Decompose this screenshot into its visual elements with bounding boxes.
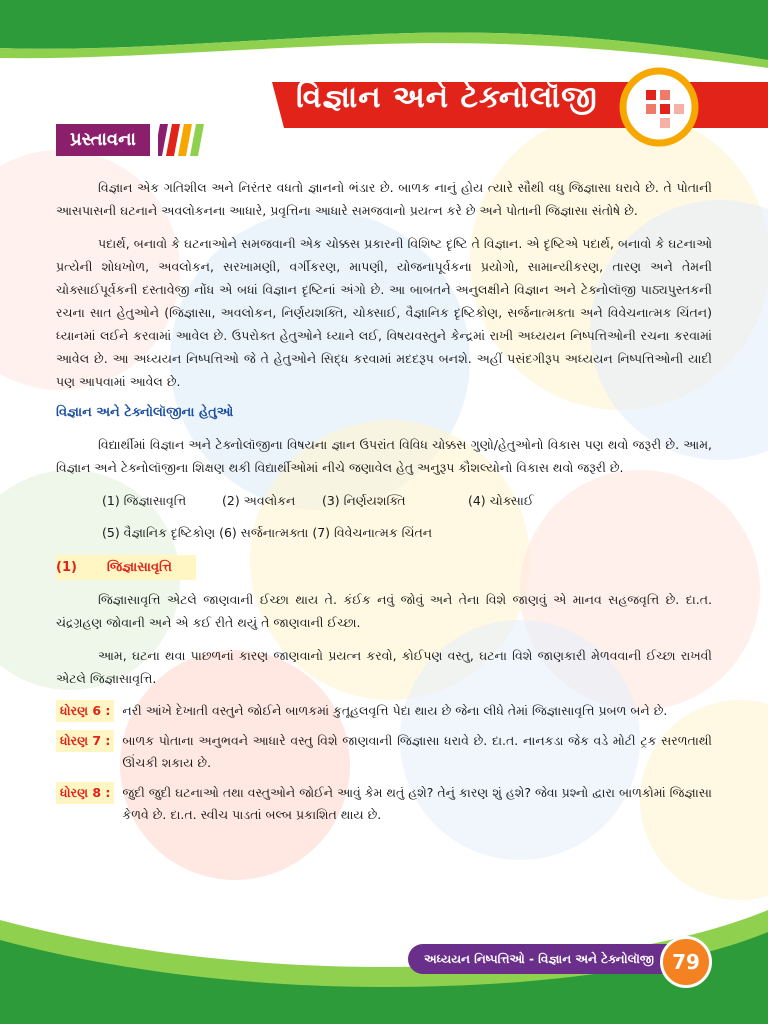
intro-paragraph: વિજ્ઞાન એક ગતિશીલ અને નિરંતર વધતો જ્ઞાનનો ભંડાર છે. બાળક નાનું હોય ત્યારે સૌથી વધુ જિજ્ઞાસા ધરાવે છે. તે પોતાની આસપાસની ઘટનાને અવલોકનના આધારે, પ્રવૃત્તિના આધારે સમજવાનો પ્રયત્ન કરે છે અને પોતાની જિજ્ઞાસા સંતોષે છે. [56, 180, 712, 218]
footer-label: અધ્યયન નિષ્પત્તિઓ - વિજ્ઞાન અને ટેક્નોલૉજી [408, 944, 670, 974]
objective-item: (1) જિજ્ઞાસાવૃત્તિ [102, 493, 187, 508]
section-tag-introduction: પ્રસ્તાવના [56, 124, 150, 156]
grade-row [56, 730, 712, 774]
section-1-paragraph: આમ, ઘટના થવા પાછળનાં કારણ જાણવાનો પ્રયત્ન કરવો, કોઈપણ વસ્તુ, ઘટના વિશે જાણકારી મેળવવાની ઈચ્છા રાખવી એટલે જિજ્ઞાસાવૃત્તિ. [56, 648, 712, 686]
main-content [56, 176, 712, 834]
objectives-heading: વિજ્ઞાન અને ટેક્નોલૉજીના હેતુઓ [56, 405, 234, 420]
grade-label: ધોરણ 6 : [56, 700, 114, 722]
grade-row [56, 782, 712, 826]
section-1-paragraph: જિજ્ઞાસાવૃત્તિ એટલે જાણવાની ઈચ્છા થાય તે. કંઈક નવું જોવું અને તેના વિશે જાણવું એ માનવ સહજવૃત્તિ છે. દા.ત. ચંદ્રગ્રહણ જોવાની અને એ કઈ રીતે થયું તે જાણવાની ઈચ્છા. [56, 592, 712, 630]
intro-paragraph: પદાર્થ, બનાવો કે ઘટનાઓને સમજવાની એક ચોક્કસ પ્રકારની વિશિષ્ટ દૃષ્ટિ તે વિજ્ઞાન. એ દૃષ્ટિએ પદાર્થ, બનાવો કે ઘટનાઓ પ્રત્યેની શોધખોળ, અવલોકન, સરખામણી, વર્ગીકરણ, માપણી, યોજનાપૂર્વકના પ્રયોગો, સામાન્યીકરણ, તારણ અને તેમની ચોક્સાઈપૂર્વકની દસ્તાવેજી નોંધ એ બધાં વિજ્ઞાન દૃષ્ટિનાં અંગો છે. આ બાબતને અનુલક્ષીને વિજ્ઞાન અને ટેક્નોલૉજી પાઠ્યપુસ્તકની રચના સાત હેતુઓને (જિજ્ઞાસા, અવલોકન, નિર્ણયશક્તિ, ચોક્સાઈ, વૈજ્ઞાનિક દૃષ્ટિકોણ, સર્જનાત્મક્તા અને વિવેચનાત્મક ચિંતન) ધ્યાનમાં લઈને કરવામાં આવેલ છે. ઉપરોક્ત હેતુઓને ધ્યાને લઈ, વિષયવસ્તુને કેન્દ્રમાં રાખી અધ્યયન નિષ્પત્તિઓની રચના કરવામાં આવેલ છે. આ અધ્યયન નિષ્પત્તિઓ જે તે હેતુઓને સિદ્ધ કરવામાં મદદરૂપ બનશે. અહીં પસંદગીરૂપ અધ્યયન નિષ્પત્તિઓની યાદી પણ આપવામાં આવેલ છે. [56, 236, 712, 389]
page-number: 79 [660, 936, 712, 988]
grade-label: ધોરણ 7 : [56, 730, 114, 752]
objective-item: (2) અવલોકન [221, 493, 296, 508]
section-1-heading [56, 555, 196, 580]
section-1-number: (1) [56, 560, 77, 575]
objectives-paragraph: વિદ્યાર્થીમાં વિજ્ઞાન અને ટેક્નોલૉજીના વિષયના જ્ઞાન ઉપરાંત વિવિધ ચોક્કસ ગુણો/હેતુઓનો વિકાસ પણ થવો જરૂરી છે. આમ, વિજ્ઞાન અને ટેક્નોલૉજીના શિક્ષણ થકી વિદ્યાર્થીઓમાં નીચે જણાવેલ હેતુ અનુરૂપ કૌશલ્યોનો વિકાસ થવો જરૂરી છે. [56, 437, 712, 475]
objective-item: (3) નિર્ણયશક્તિ [321, 493, 406, 508]
grade-text: બાળક પોતાના અનુભવને આધારે વસ્તુ વિશે જાણવાની જિજ્ઞાસા ધરાવે છે. દા.ત. નાનકડા જેક વડે મોટી ટ્રક સરળતાથી ઊંચકી શકાય છે. [122, 733, 712, 770]
title-logo-icon [618, 66, 700, 148]
objectives-list-row-1 [102, 489, 712, 513]
objective-item: (4) ચોક્સાઈ [467, 493, 534, 508]
grade-row [56, 700, 712, 722]
stripes-icon [158, 124, 208, 156]
page-title: વિજ્ઞાન અને ટેક્નોલૉજી [296, 80, 598, 115]
objectives-list-row-2: (5) વૈજ્ઞાનિક દૃષ્ટિકોણ (6) સર્જનાત્મક્તા (7) વિવેચનાત્મક ચિંતન [102, 525, 433, 540]
grade-label: ધોરણ 8 : [56, 782, 114, 804]
section-1-title: જિજ્ઞાસાવૃત્તિ [106, 560, 172, 575]
grade-text: જુદી જુદી ઘટનાઓ તથા વસ્તુઓને જોઈને આવું કેમ થતું હશે? તેનું કારણ શું હશે? જેવા પ્રશ્નો દ્વારા બાળકોમાં જિજ્ઞાસા કેળવે છે. દા.ત. સ્વીચ પાડતાં બલ્બ પ્રકાશિત થાય છે. [122, 785, 712, 822]
grade-text: નરી આંખે દેખાતી વસ્તુને જોઈને બાળકમાં કુતૂહલવૃત્તિ પેદા થાય છે જેના લીધે તેમાં જિજ્ઞાસાવૃત્તિ પ્રબળ બને છે. [122, 703, 668, 718]
